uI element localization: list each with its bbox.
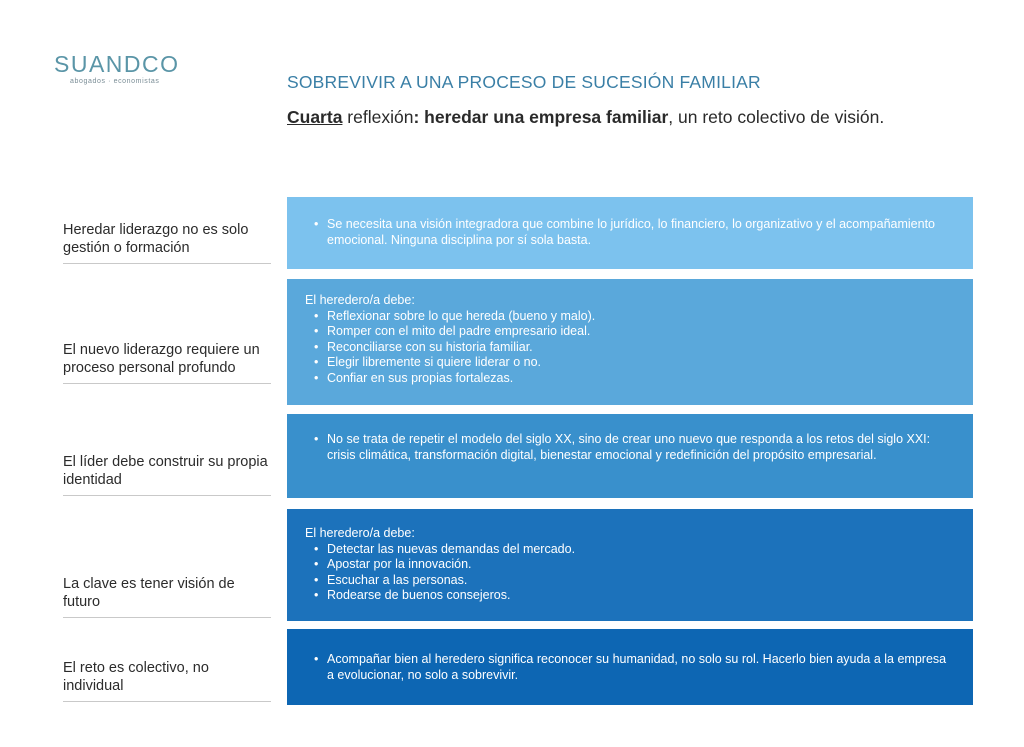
company-logo (54, 52, 184, 85)
bullet-list (305, 432, 955, 463)
document-title: SOBREVIVIR A UNA PROCESO DE SUCESIÓN FAMILIAR (287, 72, 761, 92)
bullet-item: • Confiar en sus propias fortalezas. (327, 371, 955, 387)
bullet-item: • Detectar las nuevas demandas del mercado. (327, 542, 955, 558)
row-label: Heredar liderazgo no es solo gestión o formación (63, 221, 271, 264)
box-intro: El heredero/a debe: (305, 526, 415, 540)
bullet-list (305, 542, 955, 604)
logo-tagline: abogados · economistas (70, 78, 160, 85)
reflection-row (63, 509, 973, 621)
bullet-item: • Apostar por la innovación. (327, 557, 955, 573)
row-label: El reto es colectivo, no individual (63, 659, 271, 702)
box-intro: El heredero/a debe: (305, 293, 415, 307)
row-content-box (287, 414, 973, 498)
logo-name: SUANDCO (54, 51, 180, 77)
row-content-box (287, 509, 973, 621)
bullet-list (305, 309, 955, 387)
reflection-row (63, 279, 973, 405)
reflection-row (63, 629, 973, 705)
reflection-subtitle (287, 105, 957, 129)
bullet-list (305, 652, 955, 683)
bullet-list (305, 217, 955, 248)
bullet-item: • Acompañar bien al heredero significa reconocer su humanidad, no solo su rol. Hacerlo bien ayuda a la empresa a evolucionar, no solo a sobrevivir. (327, 652, 955, 683)
bullet-item: • Reflexionar sobre lo que hereda (bueno y malo). (327, 309, 955, 325)
bullet-item: • Elegir libremente si quiere liderar o no. (327, 355, 955, 371)
row-content-box (287, 197, 973, 269)
bullet-item: • Reconciliarse con su historia familiar. (327, 340, 955, 356)
subtitle-part-2: reflexión (342, 107, 414, 127)
bullet-item: • Rodearse de buenos consejeros. (327, 588, 955, 604)
bullet-item: • Escuchar a las personas. (327, 573, 955, 589)
bullet-item: • Romper con el mito del padre empresario ideal. (327, 324, 955, 340)
subtitle-part-3: : heredar una empresa familiar (413, 107, 669, 127)
row-label: El líder debe construir su propia identidad (63, 453, 271, 496)
reflection-row (63, 197, 973, 269)
bullet-item: • Se necesita una visión integradora que combine lo jurídico, lo financiero, lo organizativo y el acompañamiento emocional. Ninguna disciplina por sí sola basta. (327, 217, 955, 248)
row-content-box (287, 279, 973, 405)
row-label: La clave es tener visión de futuro (63, 575, 271, 618)
row-content-box (287, 629, 973, 705)
bullet-item: • No se trata de repetir el modelo del siglo XX, sino de crear uno nuevo que responda a los retos del siglo XXI: crisis climática, transformación digital, bienestar emocional y redefinición del propósito empresarial. (327, 432, 955, 463)
row-label: El nuevo liderazgo requiere un proceso personal profundo (63, 341, 271, 384)
subtitle-part-4: , un reto colectivo de visión. (668, 107, 885, 127)
subtitle-part-1: Cuarta (287, 107, 343, 127)
reflection-row (63, 414, 973, 498)
